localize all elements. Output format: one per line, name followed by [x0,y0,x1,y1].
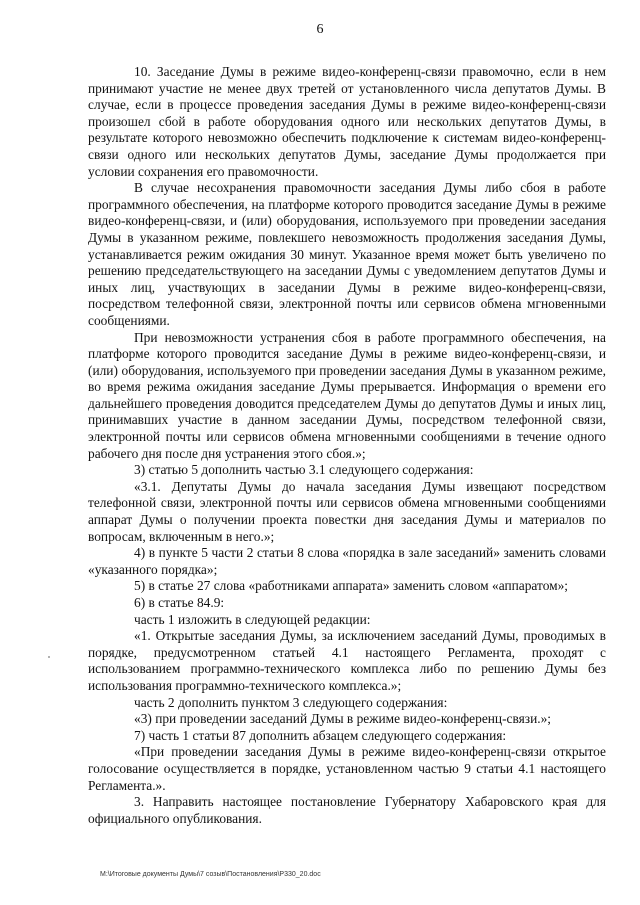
paragraph-part-2-addition: часть 2 дополнить пунктом 3 следующего содержания: [134,694,448,710]
paragraph-part-1-text: «1. Открытые заседания Думы, за исключением заседаний Думы, проводимых в порядке, предусмотренном статьей 4.1 настоящего Регламента, проходят с использованием программно-технического комплекса либо по решению Думы без использования программно-технического комплекса.»; [88,628,606,693]
paragraph-part-3-1-text: «3.1. Депутаты Думы до начала заседания Думы извещают посредством телефонной связи, электронной почты или сервисов обмена мгновенными сообщениями аппарат Думы о получении проекта повестки дня заседания Думы и материалов по вопросам, включенным в него.»; [88,478,606,544]
margin-mark [48,656,50,658]
paragraph-point-3-text: «3) при проведении заседаний Думы в режиме видео-конференц-связи.»; [134,711,552,727]
footer-file-path: М:\Итоговые документы Думы\7 созыв\Постановления\Р330_20.doc [100,871,321,878]
paragraph-session-interruption: При невозможности устранения сбоя в работе программного обеспечения, на платформе которого проводится заседание Думы в режиме видео-конференц-связи, и (или) оборудования, используемого при проведении заседания Думы в указанном режиме, во время режима ожидания заседание Думы прерывается. Информация о времени его дальнейшего проведения доводится председателем Думы до депутатов Думы и иных лиц, принимавших участие в данном заседании Думы, посредством телефонной связи, электронной почты или сервисов обмена мгновенными сообщениями в течение одного рабочего дня после дня устранения этого сбоя.»; [88,329,606,461]
paragraph-send-to-governor: 3. Направить настоящее постановление Губернатору Хабаровского края для официального опубликования. [88,794,606,826]
page-number: 6 [316,22,324,37]
document-body [88,64,606,827]
paragraph-amendment-article-87: 7) часть 1 статьи 87 дополнить абзацем следующего содержания: [134,727,507,743]
paragraph-open-voting-text: «При проведении заседания Думы в режиме видео-конференц-связи открытое голосование осуществляется в порядке, установленном частью 9 статьи 4.1 настоящего Регламента.». [88,744,606,793]
paragraph-amendment-article-5: 3) статью 5 дополнить частью 3.1 следующего содержания: [134,462,474,478]
paragraph-quorum-loss-waiting-mode: В случае несохранения правомочности заседания Думы либо сбоя в работе программного обеспечения, на платформе которого проводится заседание Думы в режиме видео-конференц-связи, и (или) оборудования, используемого при проведении заседания Думы в указанном режиме, повлекшего невозможность продолжения заседания Думы, устанавливается режим ожидания 30 минут. Указанное время может быть увеличено по решению председательствующего на заседании Думы с уведомлением депутатов Думы и иных лиц, участвующих в заседании Думы в режиме видео-конференц-связи, посредством телефонной связи, электронной почты или сервисов обмена мгновенными сообщениями. [88,180,606,328]
paragraph-amendment-article-27: 5) в статье 27 слова «работниками аппарата» заменить словом «аппаратом»; [134,578,569,594]
paragraph-amendment-article-8: 4) в пункте 5 части 2 статьи 8 слова «порядка в зале заседаний» заменить словами «указанного порядка»; [88,545,606,577]
paragraph-part-1-new-wording: часть 1 изложить в следующей редакции: [134,611,371,627]
paragraph-amendment-article-84-9: 6) в статье 84.9: [134,595,225,610]
paragraph-item-10-quorum: 10. Заседание Думы в режиме видео-конференц-связи правомочно, если в нем принимают участие не менее двух третей от установленного числа депутатов Думы. В случае, если в процессе проведения заседания Думы в режиме видео-конференц-связи произошел сбой в работе оборудования одного или нескольких депутатов Думы, в результате которого невозможно обеспечить подключение к системам видео-конференц-связи одного или нескольких депутатов Думы, заседание Думы продолжается при условии сохранения его правомочности. [88,64,606,179]
